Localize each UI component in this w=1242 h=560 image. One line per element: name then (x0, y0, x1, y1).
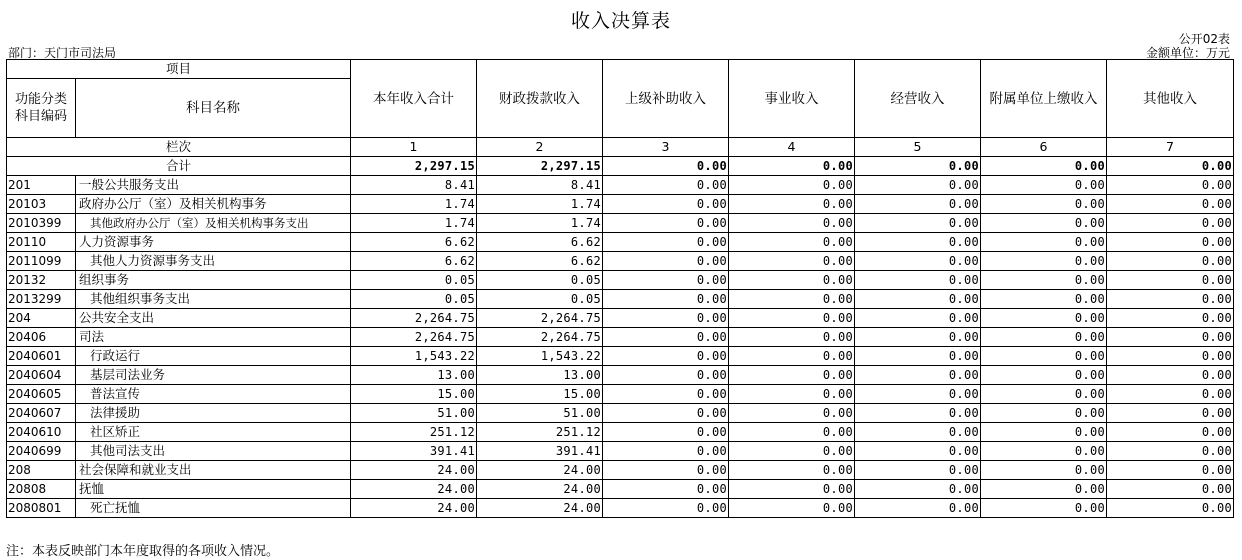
amount-cell: 0.00 (603, 442, 729, 461)
subject-code: 20132 (7, 271, 76, 290)
subject-code: 2040699 (7, 442, 76, 461)
amount-cell: 0.00 (981, 328, 1107, 347)
col-header-superior-subsidy: 上级补助收入 (603, 60, 729, 138)
subject-name: 政府办公厅（室）及相关机构事务 (76, 195, 351, 214)
col-index-2: 2 (477, 138, 603, 157)
name-header: 科目名称 (76, 79, 351, 138)
amount-cell: 0.00 (855, 309, 981, 328)
amount-cell: 0.00 (981, 214, 1107, 233)
amount-cell: 0.00 (1107, 366, 1234, 385)
amount-cell: 251.12 (351, 423, 477, 442)
amount-cell: 0.00 (729, 423, 855, 442)
amount-cell: 8.41 (351, 176, 477, 195)
amount-cell: 0.00 (729, 499, 855, 518)
amount-cell: 0.00 (855, 366, 981, 385)
subject-code: 2040607 (7, 404, 76, 423)
table-row (7, 214, 1234, 233)
amount-cell: 0.00 (603, 195, 729, 214)
amount-cell: 0.00 (603, 309, 729, 328)
total-value: 2,297.15 (477, 157, 603, 176)
amount-cell: 0.00 (603, 214, 729, 233)
amount-cell: 0.00 (603, 480, 729, 499)
amount-cell: 0.00 (603, 271, 729, 290)
amount-cell: 0.00 (855, 176, 981, 195)
col-index-6: 6 (981, 138, 1107, 157)
subject-name: 人力资源事务 (76, 233, 351, 252)
subject-name: 公共安全支出 (76, 309, 351, 328)
amount-cell: 0.00 (981, 233, 1107, 252)
amount-cell: 15.00 (477, 385, 603, 404)
amount-cell: 0.00 (729, 176, 855, 195)
amount-cell: 0.00 (981, 461, 1107, 480)
amount-cell: 0.00 (729, 309, 855, 328)
amount-cell: 6.62 (351, 252, 477, 271)
header-row-project (7, 60, 1234, 79)
amount-cell: 0.00 (855, 214, 981, 233)
subject-code: 20406 (7, 328, 76, 347)
col-header-total: 本年收入合计 (351, 60, 477, 138)
amount-cell: 0.00 (1107, 176, 1234, 195)
amount-cell: 0.00 (855, 347, 981, 366)
amount-cell: 0.00 (855, 195, 981, 214)
amount-cell: 0.00 (603, 252, 729, 271)
table-row (7, 480, 1234, 499)
subject-code: 2013299 (7, 290, 76, 309)
table-row (7, 252, 1234, 271)
amount-cell: 0.00 (603, 385, 729, 404)
amount-cell: 6.62 (477, 252, 603, 271)
code-header-line2: 科目编码 (14, 109, 67, 124)
subject-code: 2010399 (7, 214, 76, 233)
subject-name: 基层司法业务 (76, 366, 351, 385)
amount-cell: 13.00 (477, 366, 603, 385)
total-row (7, 157, 1234, 176)
income-table (6, 59, 1234, 518)
amount-cell: 0.00 (603, 290, 729, 309)
amount-cell: 0.00 (603, 423, 729, 442)
amount-cell: 15.00 (351, 385, 477, 404)
subject-name: 法律援助 (76, 404, 351, 423)
amount-unit-label: 金额单位：万元 (1145, 46, 1230, 60)
amount-cell: 0.05 (477, 271, 603, 290)
amount-cell: 0.00 (981, 176, 1107, 195)
subject-name: 其他人力资源事务支出 (76, 252, 351, 271)
table-row (7, 385, 1234, 404)
table-row (7, 328, 1234, 347)
amount-cell: 0.00 (855, 385, 981, 404)
amount-cell: 251.12 (477, 423, 603, 442)
total-value: 0.00 (855, 157, 981, 176)
subject-name: 其他组织事务支出 (76, 290, 351, 309)
amount-cell: 24.00 (351, 461, 477, 480)
amount-cell: 0.00 (855, 271, 981, 290)
amount-cell: 0.00 (729, 214, 855, 233)
amount-cell: 2,264.75 (477, 328, 603, 347)
subject-code: 20103 (7, 195, 76, 214)
subject-code: 2011099 (7, 252, 76, 271)
col-header-business: 事业收入 (729, 60, 855, 138)
amount-cell: 0.00 (729, 461, 855, 480)
amount-cell: 0.00 (603, 499, 729, 518)
amount-cell: 0.00 (1107, 252, 1234, 271)
amount-cell: 0.00 (855, 480, 981, 499)
total-value: 0.00 (729, 157, 855, 176)
amount-cell: 0.00 (981, 252, 1107, 271)
amount-cell: 0.00 (729, 366, 855, 385)
subject-code: 20110 (7, 233, 76, 252)
amount-cell: 2,264.75 (351, 309, 477, 328)
col-index-label: 栏次 (7, 138, 351, 157)
amount-cell: 1.74 (477, 195, 603, 214)
amount-cell: 24.00 (477, 480, 603, 499)
total-value: 0.00 (981, 157, 1107, 176)
amount-cell: 0.00 (1107, 499, 1234, 518)
subject-code: 208 (7, 461, 76, 480)
amount-cell: 0.00 (1107, 271, 1234, 290)
total-value: 0.00 (1107, 157, 1234, 176)
amount-cell: 0.00 (855, 252, 981, 271)
total-label: 合计 (7, 157, 351, 176)
amount-cell: 0.00 (981, 499, 1107, 518)
subject-code: 2040610 (7, 423, 76, 442)
amount-cell: 1.74 (351, 195, 477, 214)
amount-cell: 1,543.22 (351, 347, 477, 366)
subject-name: 其他司法支出 (76, 442, 351, 461)
amount-cell: 0.00 (1107, 442, 1234, 461)
amount-cell: 0.00 (1107, 404, 1234, 423)
amount-cell: 0.00 (855, 461, 981, 480)
amount-cell: 0.00 (729, 442, 855, 461)
col-index-3: 3 (603, 138, 729, 157)
subject-name: 社区矫正 (76, 423, 351, 442)
table-row (7, 195, 1234, 214)
amount-cell: 0.00 (1107, 328, 1234, 347)
amount-cell: 24.00 (351, 480, 477, 499)
footnote: 注：本表反映部门本年度取得的各项收入情况。 (6, 544, 280, 559)
col-header-fiscal: 财政拨款收入 (477, 60, 603, 138)
amount-cell: 0.00 (603, 366, 729, 385)
amount-cell: 0.00 (729, 233, 855, 252)
table-row (7, 347, 1234, 366)
col-index-4: 4 (729, 138, 855, 157)
col-index-5: 5 (855, 138, 981, 157)
amount-cell: 13.00 (351, 366, 477, 385)
total-value: 0.00 (603, 157, 729, 176)
form-number: 公开02表 (1178, 32, 1230, 46)
subject-name: 组织事务 (76, 271, 351, 290)
amount-cell: 0.00 (981, 404, 1107, 423)
department-label: 部门：天门市司法局 (8, 46, 117, 60)
amount-cell: 0.00 (981, 271, 1107, 290)
amount-cell: 1.74 (477, 214, 603, 233)
amount-cell: 0.00 (855, 404, 981, 423)
table-row (7, 442, 1234, 461)
amount-cell: 0.00 (855, 290, 981, 309)
amount-cell: 2,264.75 (477, 309, 603, 328)
amount-cell: 0.00 (729, 195, 855, 214)
col-index-row (7, 138, 1234, 157)
amount-cell: 0.00 (855, 499, 981, 518)
table-row (7, 366, 1234, 385)
amount-cell: 0.00 (729, 404, 855, 423)
amount-cell: 0.00 (1107, 195, 1234, 214)
amount-cell: 24.00 (477, 461, 603, 480)
amount-cell: 0.00 (1107, 385, 1234, 404)
amount-cell: 0.00 (603, 347, 729, 366)
amount-cell: 0.00 (1107, 461, 1234, 480)
code-header (7, 79, 76, 138)
table-row (7, 290, 1234, 309)
subject-name: 行政运行 (76, 347, 351, 366)
amount-cell: 0.00 (729, 347, 855, 366)
table-row (7, 271, 1234, 290)
subject-code: 2040604 (7, 366, 76, 385)
amount-cell: 0.00 (981, 385, 1107, 404)
code-header-line1: 功能分类 (14, 92, 67, 107)
subject-code: 201 (7, 176, 76, 195)
amount-cell: 0.00 (1107, 347, 1234, 366)
col-header-operating: 经营收入 (855, 60, 981, 138)
subject-name: 抚恤 (76, 480, 351, 499)
amount-cell: 0.00 (729, 385, 855, 404)
col-index-1: 1 (351, 138, 477, 157)
table-row (7, 233, 1234, 252)
amount-cell: 6.62 (477, 233, 603, 252)
subject-code: 20808 (7, 480, 76, 499)
table-row (7, 499, 1234, 518)
amount-cell: 1,543.22 (477, 347, 603, 366)
amount-cell: 0.05 (477, 290, 603, 309)
col-index-7: 7 (1107, 138, 1234, 157)
project-header: 项目 (7, 60, 351, 79)
amount-cell: 391.41 (351, 442, 477, 461)
amount-cell: 51.00 (351, 404, 477, 423)
subject-code: 2040601 (7, 347, 76, 366)
amount-cell: 51.00 (477, 404, 603, 423)
amount-cell: 0.00 (1107, 233, 1234, 252)
report-title: 收入决算表 (570, 10, 671, 32)
amount-cell: 0.00 (603, 404, 729, 423)
subject-code: 204 (7, 309, 76, 328)
amount-cell: 0.00 (603, 233, 729, 252)
subject-code: 2080801 (7, 499, 76, 518)
subject-name: 社会保障和就业支出 (76, 461, 351, 480)
amount-cell: 0.00 (603, 328, 729, 347)
amount-cell: 0.00 (855, 442, 981, 461)
subject-name: 司法 (76, 328, 351, 347)
col-header-affiliated: 附属单位上缴收入 (981, 60, 1107, 138)
subject-name: 其他政府办公厅（室）及相关机构事务支出 (76, 214, 351, 233)
table-row (7, 404, 1234, 423)
amount-cell: 0.00 (1107, 423, 1234, 442)
amount-cell: 0.05 (351, 290, 477, 309)
table-row (7, 176, 1234, 195)
amount-cell: 0.00 (729, 480, 855, 499)
subject-name: 死亡抚恤 (76, 499, 351, 518)
subject-name: 一般公共服务支出 (76, 176, 351, 195)
amount-cell: 8.41 (477, 176, 603, 195)
amount-cell: 0.00 (729, 252, 855, 271)
amount-cell: 6.62 (351, 233, 477, 252)
amount-cell: 0.00 (855, 328, 981, 347)
amount-cell: 0.00 (981, 423, 1107, 442)
amount-cell: 0.00 (981, 347, 1107, 366)
amount-cell: 0.00 (1107, 480, 1234, 499)
amount-cell: 0.00 (981, 290, 1107, 309)
amount-cell: 0.00 (729, 290, 855, 309)
amount-cell: 0.00 (855, 423, 981, 442)
amount-cell: 0.00 (1107, 309, 1234, 328)
table-row (7, 423, 1234, 442)
amount-cell: 0.00 (981, 442, 1107, 461)
amount-cell: 0.00 (603, 176, 729, 195)
amount-cell: 0.00 (603, 461, 729, 480)
amount-cell: 391.41 (477, 442, 603, 461)
table-row (7, 309, 1234, 328)
amount-cell: 24.00 (477, 499, 603, 518)
amount-cell: 0.05 (351, 271, 477, 290)
amount-cell: 0.00 (729, 328, 855, 347)
amount-cell: 0.00 (1107, 214, 1234, 233)
col-header-other: 其他收入 (1107, 60, 1234, 138)
amount-cell: 0.00 (981, 309, 1107, 328)
amount-cell: 0.00 (1107, 290, 1234, 309)
amount-cell: 1.74 (351, 214, 477, 233)
amount-cell: 0.00 (981, 480, 1107, 499)
subject-code: 2040605 (7, 385, 76, 404)
total-value: 2,297.15 (351, 157, 477, 176)
amount-cell: 2,264.75 (351, 328, 477, 347)
amount-cell: 0.00 (855, 233, 981, 252)
amount-cell: 0.00 (729, 271, 855, 290)
table-row (7, 461, 1234, 480)
subject-name: 普法宣传 (76, 385, 351, 404)
amount-cell: 24.00 (351, 499, 477, 518)
amount-cell: 0.00 (981, 366, 1107, 385)
amount-cell: 0.00 (981, 195, 1107, 214)
